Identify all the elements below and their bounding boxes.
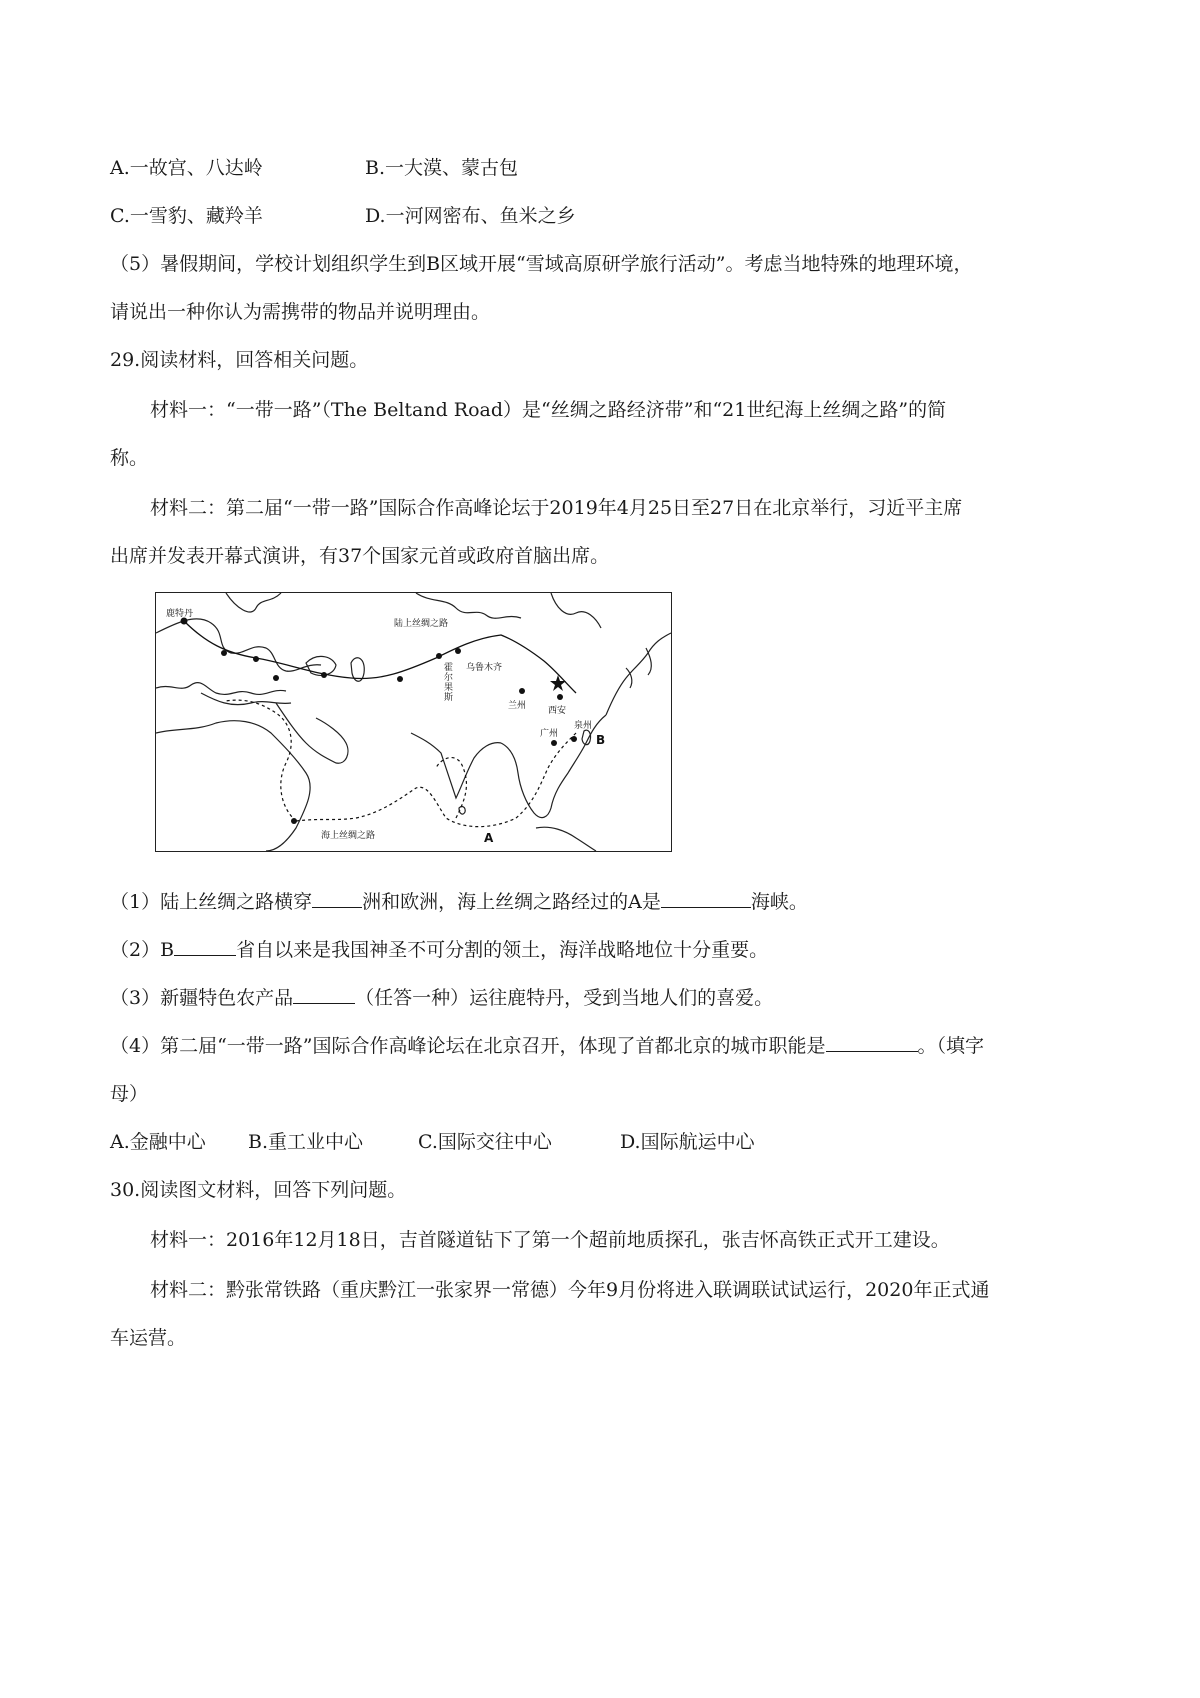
q29-sub3	[110, 985, 1100, 1011]
q29-sub1	[110, 889, 1100, 915]
q29-sub1-blank1[interactable]	[312, 889, 362, 908]
q29-sub2-blank[interactable]	[174, 937, 236, 956]
q28-option-d: D.一河网密布、鱼米之乡	[365, 205, 576, 227]
q29-title: 29.阅读材料，回答相关问题。	[110, 349, 369, 371]
q29-sub4-line2: 母）	[110, 1083, 149, 1105]
q29-material2-line1: 材料二：第二届“一带一路”国际合作高峰论坛于2019年4月25日至27日在北京举行，习近平主席	[150, 497, 963, 519]
q29-sub3-prefix: （3）新疆特色农产品	[110, 987, 294, 1009]
q29-sub1-blank2[interactable]	[661, 889, 751, 908]
q29-sub1-suffix: 海峡。	[750, 891, 808, 913]
map-label-quanzhou: 泉州	[574, 721, 593, 731]
map-label-lanzhou: 兰州	[508, 701, 527, 711]
map-label-khorgos: 霍尔果斯	[444, 663, 454, 703]
q29-sub3-blank[interactable]	[293, 985, 355, 1004]
q29-sub1-prefix: （1）陆上丝绸之路横穿	[110, 891, 313, 913]
q29-option-d: D.国际航运中心	[620, 1131, 755, 1153]
map-label-point-b: B	[596, 733, 606, 747]
q29-option-c: C.国际交往中心	[418, 1131, 552, 1153]
map-label-land-route: 陆上丝绸之路	[394, 619, 449, 629]
q29-sub3-suffix: （任答一种）运往鹿特丹，受到当地人们的喜爱。	[355, 987, 774, 1009]
silk-road-map	[155, 592, 672, 852]
silk-road-map-drawing	[156, 593, 671, 851]
q29-sub4-suffix: 。（填字	[917, 1035, 985, 1057]
map-label-xian: 西安	[548, 706, 567, 716]
q29-sub4-prefix: （4）第二届“一带一路”国际合作高峰论坛在北京召开，体现了首都北京的城市职能是	[110, 1035, 826, 1057]
q29-sub4-line1	[110, 1033, 1100, 1059]
q28-option-b: B.一大漠、蒙古包	[365, 157, 519, 179]
q30-material1: 材料一：2016年12月18日，吉首隧道钻下了第一个超前地质探孔，张吉怀高铁正式开工建设。	[150, 1229, 950, 1251]
q29-sub2-prefix: （2）B	[110, 939, 175, 961]
q29-material1-line1: 材料一：“一带一路”（The Beltand Road）是“丝绸之路经济带”和“21世纪海上丝绸之路”的简	[150, 399, 947, 421]
q29-option-a: A.金融中心	[110, 1131, 206, 1153]
q29-material2-line2: 出席并发表开幕式演讲，有37个国家元首或政府首脑出席。	[110, 545, 610, 567]
q28-sub5-line1: （5）暑假期间，学校计划组织学生到B区域开展“雪域高原研学旅行活动”。考虑当地特殊的地理环境，	[110, 253, 973, 275]
q29-option-b: B.重工业中心	[248, 1131, 364, 1153]
map-label-sea-route: 海上丝绸之路	[321, 831, 376, 841]
q28-option-a: A.一故宫、八达岭	[110, 157, 263, 179]
map-label-guangzhou: 广州	[540, 729, 559, 739]
q28-option-c: C.一雪豹、藏羚羊	[110, 205, 263, 227]
q29-sub1-middle: 洲和欧洲，海上丝绸之路经过的A是	[362, 891, 661, 913]
q30-material2-line2: 车运营。	[110, 1327, 187, 1349]
map-label-point-a: A	[484, 831, 494, 845]
q28-sub5-line2: 请说出一种你认为需携带的物品并说明理由。	[110, 301, 491, 323]
map-label-urumqi: 乌鲁木齐	[466, 663, 503, 673]
q29-sub4-blank[interactable]	[826, 1033, 918, 1052]
q29-sub2-suffix: 省自以来是我国神圣不可分割的领土，海洋战略地位十分重要。	[236, 939, 769, 961]
q30-title: 30.阅读图文材料，回答下列问题。	[110, 1179, 407, 1201]
q29-material1-line2: 称。	[110, 447, 149, 469]
map-label-rotterdam: 鹿特丹	[166, 609, 194, 619]
q29-sub2	[110, 937, 1100, 963]
q30-material2-line1: 材料二：黔张常铁路（重庆黔江一张家界一常德）今年9月份将进入联调联试试运行，2020年正式通	[150, 1279, 990, 1301]
